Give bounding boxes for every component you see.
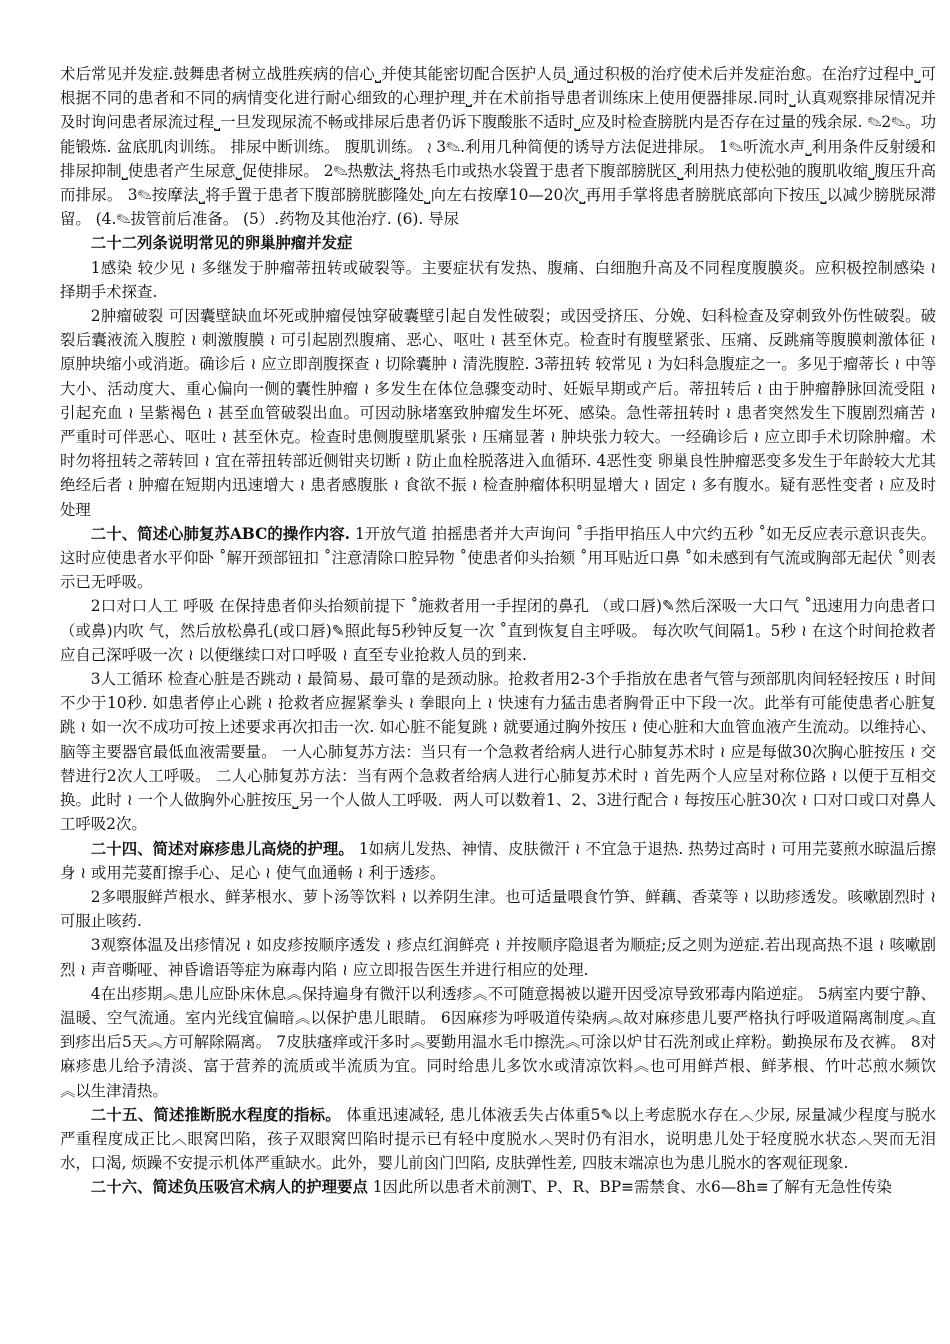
paragraph-text: 体重迅速减轻, 患儿体液丢失占体重5✎以上考虑脱水存在︿少尿, 尿量减少程度与脱水严重程度成正比︿眼窝凹陷，孩子双眼窝凹陷时提示已有轻中度脱水︿哭时仍有泪水，说明患儿处于轻度脱水状态︿哭而无泪水，口渴, 烦躁不安提示机体严重缺水。此外，婴儿前囟门凹陷, 皮肤弹性差, 四肢末端凉也为患儿脱水的客观征现象. <box>60 1105 936 1173</box>
paragraph-text: 2口对口人工 呼吸 在保持患者仰头抬颏前提下 ˚施救者用一手捏闭的鼻孔 （或口唇)✎然后深吸一大口气 ˚迅速用力向患者口 （或鼻)内吹 气，然后放松鼻孔(或口唇)✎照此每5秒钟反复一次 ˚直到恢复自主呼吸。 每次吹气间隔1。5秒 ≀ 在这个时间抢救者应自己深呼吸一次 ≀ 以便继续口对口呼吸 ≀ 直至专业抢救人员的到来. <box>60 597 936 664</box>
paragraph-measles-4 <box>60 982 936 1103</box>
paragraph-text: 1开放气道 拍摇患者并大声询问 ˚手指甲掐压人中穴约五秒 ˚如无反应表示意识丧失。这时应使患者水平仰卧 ˚解开颈部钮扣 ˚注意清除口腔异物 ˚使患者仰头抬颏 ˚用耳贴近口鼻 ˚如未感到有气流或胸部无起伏 ˚则表示已无呼吸。 <box>60 524 936 592</box>
paragraph-measles-3 <box>60 933 936 981</box>
section-heading-ovarian-tumor <box>60 231 936 255</box>
paragraph-cpr-airway <box>60 522 936 595</box>
paragraph-text: 2多喂服鲜芦根水、鲜茅根水、萝卜汤等饮料 ≀ 以养阴生津。也可适量喂食竹笋、鲜藕、香菜等 ≀ 以助疹透发。咳嗽剧烈时 ≀ 可服止咳药. <box>60 887 936 931</box>
paragraph-text: 1因此所以患者术前测T、P、R、BP≡需禁食、水6—8h≡了解有无急性传染 <box>367 1178 892 1197</box>
section-heading-text: 二十、简述心肺复苏ABC的操作内容. <box>90 524 351 543</box>
section-heading-text: 二十五、简述推断脱水程度的指标。 <box>90 1105 341 1124</box>
paragraph-text: 3人工循环 检查心脏是否跳动 ≀ 最简易、最可靠的是颈动脉。抢救者用2-3个手指放在患者气管与颈部肌肉间轻轻按压 ≀ 时间不少于10秒. 如患者停止心跳 ≀ 抢救者应握紧拳头 ≀ 拳眼向上 ≀ 快速有力猛击患者胸骨正中下段一次。此举有可能使患者心脏复跳 ≀ 如一次不成功可按上述要求再次扣击一次. 如心脏不能复跳 ≀ 就要通过胸外按压 ≀ 使心脏和大血管血液产生流动。以维持心、脑等主要器官最低血液需要量。 一人心肺复苏方法：当只有一个急救者给病人进行心肺复苏术时 ≀ 应是每做30次胸心脏按压 ≀ 交替进行2次人工呼吸。 二人心肺复苏方法：当有两个急救者给病人进行心肺复苏术时 ≀ 首先两个人应呈对称位路 ≀ 以便于互相交换。此时 ≀ 一个人做胸外心脏按压⎵另一个人做人工呼吸．两人可以数着1、2、3进行配合 ≀ 每按压心脏30次 ≀ 口对口或口对鼻人工呼吸2次。 <box>60 670 936 834</box>
paragraph-cpr-circulation <box>60 667 936 836</box>
paragraph-text: 2肿瘤破裂 可因囊壁缺血坏死或肿瘤侵蚀穿破囊壁引起自发性破裂；或因受挤压、分娩、妇科检查及穿刺致外伤性破裂。破裂后囊液流入腹腔 ≀ 刺激腹膜 ≀ 可引起剧烈腹痛、恶心、呕吐 ≀ 甚至休克。检查时有腹壁紧张、压痛、反跳痛等腹膜刺激体征 ≀ 原肿块缩小或消逝。确诊后 ≀ 应立即剖腹探查 ≀ 切除囊肿 ≀ 清洗腹腔. 3蒂扭转 较常见 ≀ 为妇科急腹症之一。多见于瘤蒂长 ≀ 中等大小、活动度大、重心偏向一侧的囊性肿瘤 ≀ 多发生在体位急骤变动时、妊娠早期或产后。蒂扭转后 ≀ 由于肿瘤静脉回流受阻 ≀ 引起充血 ≀ 呈紫褐色 ≀ 甚至血管破裂出血。可因动脉堵塞致肿瘤发生坏死、感染。急性蒂扭转时 ≀ 患者突然发生下腹剧烈痛苦 ≀ 严重时可伴恶心、呕吐 ≀ 甚至休克。检查时患侧腹壁肌紧张 ≀ 压痛显著 ≀ 肿块张力较大。一经确诊后 ≀ 应立即手术切除肿瘤。术时勿将扭转之蒂转回 ≀ 宜在蒂扭转部近侧钳夹切断 ≀ 防止血栓脱落进入血循环. 4恶性变 卵巢良性肿瘤恶变多发生于年龄较大尤其绝经后者 ≀ 肿瘤在短期内迅速增大 ≀ 患者感腹胀 ≀ 食欲不振 ≀ 检查肿瘤体积明显增大 ≀ 固定 ≀ 多有腹水。疑有恶性变者 ≀ 应及时处理 <box>60 307 936 519</box>
section-heading-text: 二十二列条说明常见的卵巢肿瘤并发症 <box>90 234 353 253</box>
paragraph-measles-1 <box>60 837 936 885</box>
paragraph-text: 术后常见并发症.鼓舞患者树立战胜疾病的信心⎵并使其能密切配合医护人员⎵通过积极的治疗使术后并发症治愈。在治疗过程中⎵可根据不同的患者和不同的病情变化进行耐心细致的心理护理⎵并在术前指导患者训练床上使用便器排尿.同时⎵认真观察排尿情况并及时询问患者尿流过程⎵一旦发现尿流不畅或排尿后患者仍诉下腹酸胀不适时⎵应及时检查膀胱内是否存在过量的残余尿. ✎2✎。功能锻炼. 盆底肌肉训练。 排尿中断训练。 腹肌训练。 ≀ 3✎.利用几种简便的诱导方法促进排尿。 1✎听流水声⎵利用条件反射缓和排尿抑制⎵使患者产生尿意⎵促使排尿。 2✎热敷法⎵将热毛巾或热水袋置于患者下腹部膀胱区⎵利用热力使松弛的腹肌收缩⎵腹压升高而排尿。 3✎按摩法⎵将手置于患者下腹部膀胱膨隆处⎵向左右按摩10—20次⎵再用手掌将患者膀胱底部向下按压⎵以减少膀胱尿滞留。 (4.✎拔管前后准备。 (5）.药物及其他治疗. (6). 导尿 <box>60 65 936 229</box>
paragraph-ovarian-rupture <box>60 304 936 522</box>
paragraph-text: 3观察体温及出疹情况 ≀ 如皮疹按顺序透发 ≀ 疹点红润鲜亮 ≀ 并按顺序隐退者为顺症;反之则为逆症.若出现高热不退 ≀ 咳嗽剧烈 ≀ 声音嘶哑、神昏谵语等症为麻毒内陷 ≀ 应立即报告医生并进行相应的处理. <box>60 936 936 979</box>
paragraph-suction-abortion <box>60 1175 936 1199</box>
paragraph-ovarian-infection <box>60 256 936 304</box>
paragraph-intro <box>60 62 936 231</box>
paragraph-text: 4在出疹期︽患儿应卧床休息︽保持遍身有微汗以利透疹︽不可随意揭被以避开因受凉导致邪毒内陷逆症。 5病室内要宁静、温暖、空气流通。室内光线宜偏暗︽以保护患儿眼睛。 6因麻疹为呼吸道传染病︽故对麻疹患儿要严格执行呼吸道隔离制度︽直到疹出后5天︽方可解除隔离。 7皮肤瘙痒或汗多时︽要勤用温水毛巾擦洗︽可涂以炉甘石洗剂或止痒粉。勤换尿布及衣裤。 8对麻疹患儿给予清淡、富于营养的流质或半流质为宜。同时给患儿多饮水或清凉饮料︽也可用鲜芦根、鲜茅根、竹叶芯煎水频饮︽以生津清热。 <box>60 984 936 1100</box>
section-heading-text: 二十四、简述对麻疹患儿高烧的护理。 <box>90 839 354 858</box>
paragraph-text: 1如病儿发热、神情、皮肤微汗 ≀ 不宜急于退热. 热势过高时 ≀ 可用芫荽煎水晾温后擦身 ≀ 或用芫荽酊擦手心、足心 ≀ 使气血通畅 ≀ 利于透疹。 <box>60 839 936 882</box>
paragraph-cpr-breathing <box>60 594 936 667</box>
paragraph-text: 1感染 较少见 ≀ 多继发于肿瘤蒂扭转或破裂等。主要症状有发热、腹痛、白细胞升高及不同程度腹膜炎。应积极控制感染 ≀ 择期手术探查. <box>60 258 936 301</box>
paragraph-measles-2 <box>60 885 936 933</box>
paragraph-dehydration <box>60 1103 936 1176</box>
section-heading-text: 二十六、简述负压吸宫术病人的护理要点 <box>90 1178 368 1197</box>
